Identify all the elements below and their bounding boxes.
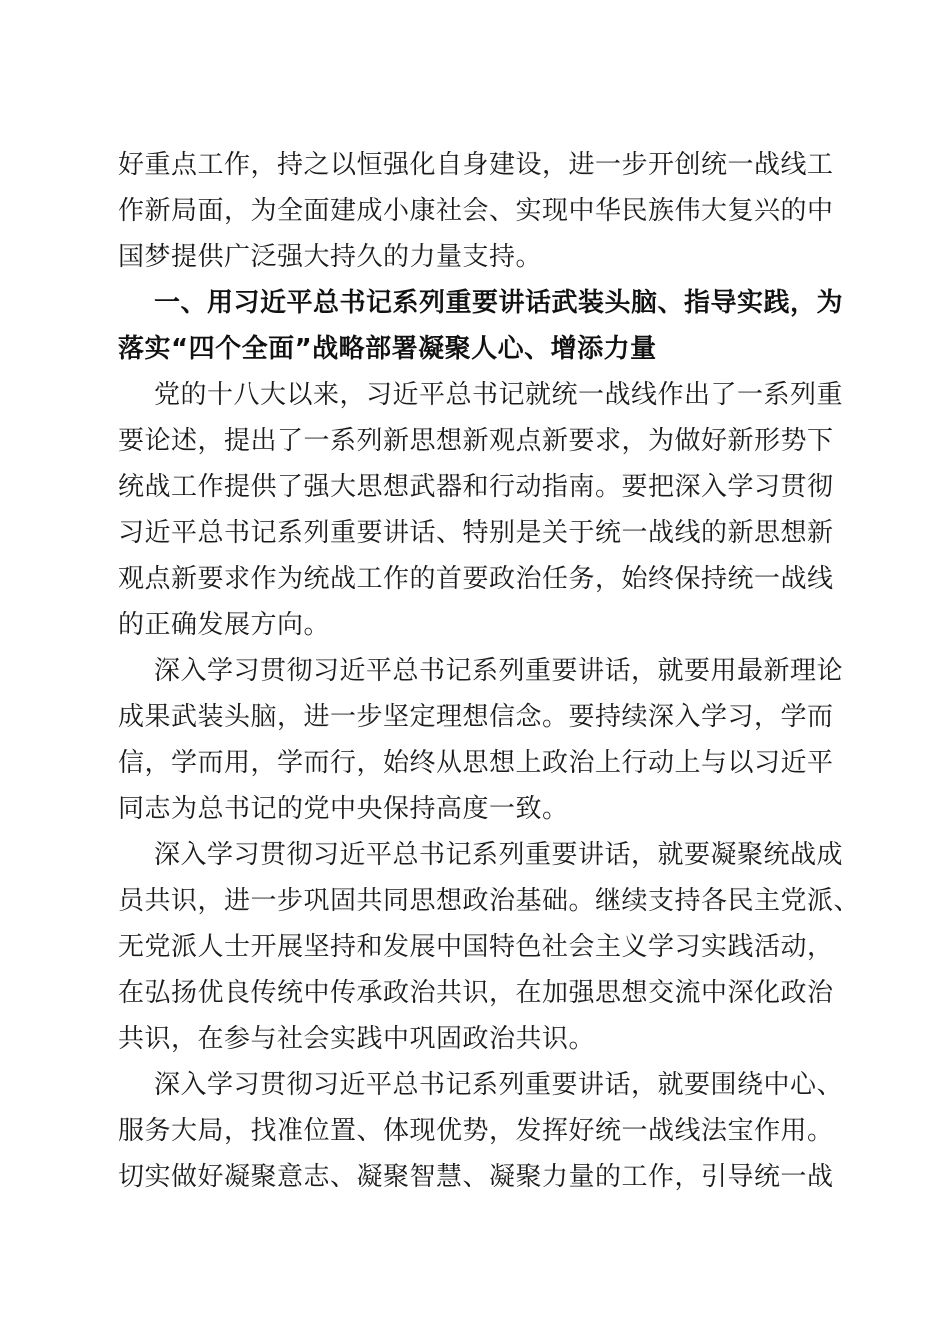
section-heading [118, 280, 844, 372]
text-line: 成果武装头脑，进一步坚定理想信念。要持续深入学习，学而 [118, 702, 834, 732]
paragraph [118, 648, 844, 832]
text-line: 信，学而用，学而行，始终从思想上政治上行动上与以习近平 [118, 748, 834, 778]
heading-line: 落实“四个全面”战略部署凝聚人心、增添力量 [118, 334, 657, 364]
text-line: 服务大局，找准位置、体现优势，发挥好统一战线法宝作用。 [118, 1116, 834, 1146]
text-line: 深入学习贯彻习近平总书记系列重要讲话，就要用最新理论 [154, 656, 844, 686]
text-line: 深入学习贯彻习近平总书记系列重要讲话，就要围绕中心、 [154, 1070, 844, 1100]
paragraph [118, 372, 844, 648]
text-line: 切实做好凝聚意志、凝聚智慧、凝聚力量的工作，引导统一战 [118, 1162, 834, 1192]
text-line: 深入学习贯彻习近平总书记系列重要讲话，就要凝聚统战成 [154, 840, 844, 870]
text-line: 的正确发展方向。 [118, 610, 331, 640]
text-line: 要论述，提出了一系列新思想新观点新要求，为做好新形势下 [118, 426, 834, 456]
text-line: 员共识，进一步巩固共同思想政治基础。继续支持各民主党派、 [118, 886, 861, 916]
paragraph [118, 1062, 844, 1200]
text-line: 好重点工作，持之以恒强化自身建设，进一步开创统一战线工 [118, 150, 834, 180]
paragraph-continuation [118, 142, 834, 280]
document-body [118, 142, 861, 1200]
text-line: 在弘扬优良传统中传承政治共识，在加强思想交流中深化政治 [118, 978, 834, 1008]
text-line: 无党派人士开展坚持和发展中国特色社会主义学习实践活动， [118, 932, 834, 962]
text-line: 观点新要求作为统战工作的首要政治任务，始终保持统一战线 [118, 564, 834, 594]
text-line: 国梦提供广泛强大持久的力量支持。 [118, 242, 543, 272]
heading-line: 一、用习近平总书记系列重要讲话武装头脑、指导实践，为 [154, 288, 844, 318]
paragraph [118, 832, 861, 1062]
text-line: 党的十八大以来，习近平总书记就统一战线作出了一系列重 [154, 380, 844, 410]
text-line: 同志为总书记的党中央保持高度一致。 [118, 794, 569, 824]
text-line: 作新局面，为全面建成小康社会、实现中华民族伟大复兴的中 [118, 196, 834, 226]
text-line: 共识，在参与社会实践中巩固政治共识。 [118, 1024, 596, 1054]
text-line: 统战工作提供了强大思想武器和行动指南。要把深入学习贯彻 [118, 472, 834, 502]
text-line: 习近平总书记系列重要讲话、特别是关于统一战线的新思想新 [118, 518, 834, 548]
